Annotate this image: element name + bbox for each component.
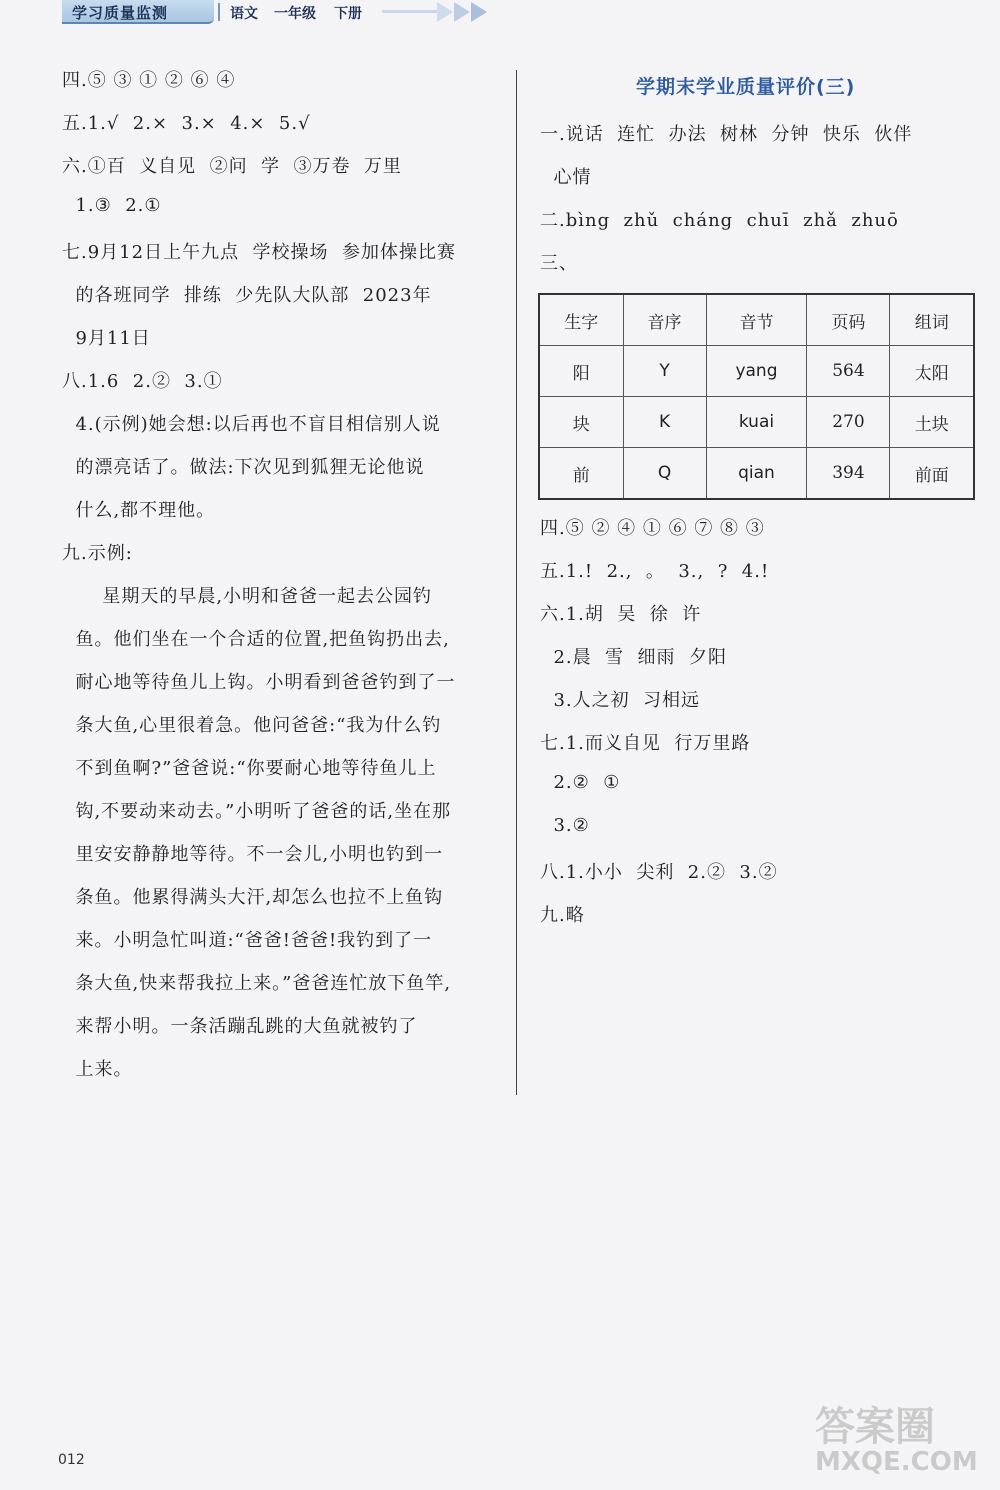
table-row	[539, 397, 974, 448]
table-header-row	[539, 294, 974, 346]
table-cell: 564	[807, 346, 890, 397]
answer-line: 九.示例:	[62, 543, 133, 564]
answer-line: 1.③ 2.①	[62, 195, 162, 216]
header-rule	[382, 10, 442, 13]
essay-line: 钩,不要动来动去。”小明听了爸爸的话,坐在那	[62, 801, 452, 822]
header-grade: 一年级	[274, 6, 316, 22]
table-cell: qian	[706, 448, 807, 500]
chevron-right-icon	[454, 2, 470, 22]
column-header: 生字	[539, 294, 623, 346]
answer-line: 五.1.√ 2.× 3.× 4.× 5.√	[62, 113, 311, 134]
essay-line: 条鱼。他累得满头大汗,却怎么也拉不上鱼钩	[62, 887, 444, 908]
table-cell: K	[623, 397, 706, 448]
essay-line: 来。小明急忙叫道:“爸爸!爸爸!我钓到了一	[62, 930, 433, 951]
answer-line: 四.⑤ ③ ① ② ⑥ ④	[62, 70, 236, 91]
answer-line: 八.1.小小 尖利 2.② 3.②	[540, 862, 778, 883]
table-row	[539, 448, 974, 500]
answer-line: 什么,都不理他。	[62, 500, 216, 521]
answer-line: 2.② ①	[540, 772, 621, 793]
answer-line: 一.说话 连忙 办法 树林 分钟 快乐 伙伴	[540, 124, 913, 145]
page-header	[62, 0, 492, 26]
header-term: 下册	[334, 6, 362, 22]
table-cell: 394	[807, 448, 890, 500]
answer-line: 二.bìng zhǔ cháng chuī zhǎ zhuō	[540, 210, 899, 231]
header-separator	[218, 3, 220, 21]
answer-line: 9月11日	[62, 328, 151, 349]
column-header: 音节	[706, 294, 807, 346]
dictionary-lookup-table	[538, 293, 975, 500]
table-cell: Y	[623, 346, 706, 397]
answer-line: 的漂亮话了。做法:下次见到狐狸无论他说	[62, 457, 425, 478]
answer-line: 四.⑤ ② ④ ① ⑥ ⑦ ⑧ ③	[540, 518, 765, 539]
answer-line: 七.9月12日上午九点 学校操场 参加体操比赛	[62, 242, 456, 263]
answer-line: 2.晨 雪 细雨 夕阳	[540, 647, 727, 668]
answer-line: 的各班同学 排练 少先队大队部 2023年	[62, 285, 432, 306]
answer-line: 六.1.胡 吴 徐 许	[540, 604, 702, 625]
answer-line: 3.②	[540, 815, 590, 836]
answer-line: 八.1.6 2.② 3.①	[62, 371, 223, 392]
header-brand: 学习质量监测	[72, 4, 169, 22]
essay-line: 条大鱼,快来帮我拉上来。”爸爸连忙放下鱼竿,	[62, 973, 452, 994]
essay-line: 里安安静静地等待。不一会儿,小明也钓到一	[62, 844, 444, 865]
answer-line: 4.(示例)她会想:以后再也不盲目相信别人说	[62, 414, 441, 435]
chevron-right-icon	[437, 2, 453, 22]
table-cell: 太阳	[890, 346, 974, 397]
column-header: 页码	[807, 294, 890, 346]
essay-line: 上来。	[62, 1059, 133, 1080]
table-cell: 270	[807, 397, 890, 448]
answer-line: 三、	[540, 253, 578, 274]
watermark	[815, 1395, 990, 1485]
column-divider	[516, 70, 517, 1095]
table-cell: 阳	[539, 346, 623, 397]
chevron-right-icon	[471, 2, 487, 22]
essay-line: 鱼。他们坐在一个合适的位置,把鱼钩扔出去,	[62, 629, 450, 650]
column-header: 组词	[890, 294, 974, 346]
table-cell: 块	[539, 397, 623, 448]
table-cell: 前	[539, 448, 623, 500]
answer-line: 九.略	[540, 905, 585, 926]
table-cell: 前面	[890, 448, 974, 500]
answer-line: 五.1.! 2., 。 3., ? 4.!	[540, 561, 770, 582]
header-subject: 语文	[230, 6, 258, 22]
table-cell: 土块	[890, 397, 974, 448]
essay-line: 耐心地等待鱼儿上钩。小明看到爸爸钓到了一	[62, 672, 456, 693]
answer-line: 七.1.而义自见 行万里路	[540, 733, 751, 754]
essay-line: 来帮小明。一条活蹦乱跳的大鱼就被钓了	[62, 1016, 418, 1037]
header-band	[62, 0, 214, 24]
table-cell: kuai	[706, 397, 807, 448]
watermark-logo: 答案圈	[815, 1404, 935, 1450]
essay-line: 条大鱼,心里很着急。他问爸爸:“我为什么钓	[62, 715, 442, 736]
table-cell: yang	[706, 346, 807, 397]
page-number: 012	[58, 1452, 85, 1468]
watermark-url: MXQE.COM	[815, 1447, 978, 1477]
essay-line: 不到鱼啊?”爸爸说:“你要耐心地等待鱼儿上	[62, 758, 437, 779]
table-cell: Q	[623, 448, 706, 500]
table-row	[539, 346, 974, 397]
section-title: 学期末学业质量评价(三)	[636, 76, 856, 98]
column-header: 音序	[623, 294, 706, 346]
answer-line: 心情	[540, 167, 592, 188]
answer-line: 3.人之初 习相远	[540, 690, 701, 711]
essay-line: 星期天的早晨,小明和爸爸一起去公园钓	[62, 586, 433, 607]
answer-line: 六.①百 义自见 ②问 学 ③万卷 万里	[62, 156, 402, 177]
